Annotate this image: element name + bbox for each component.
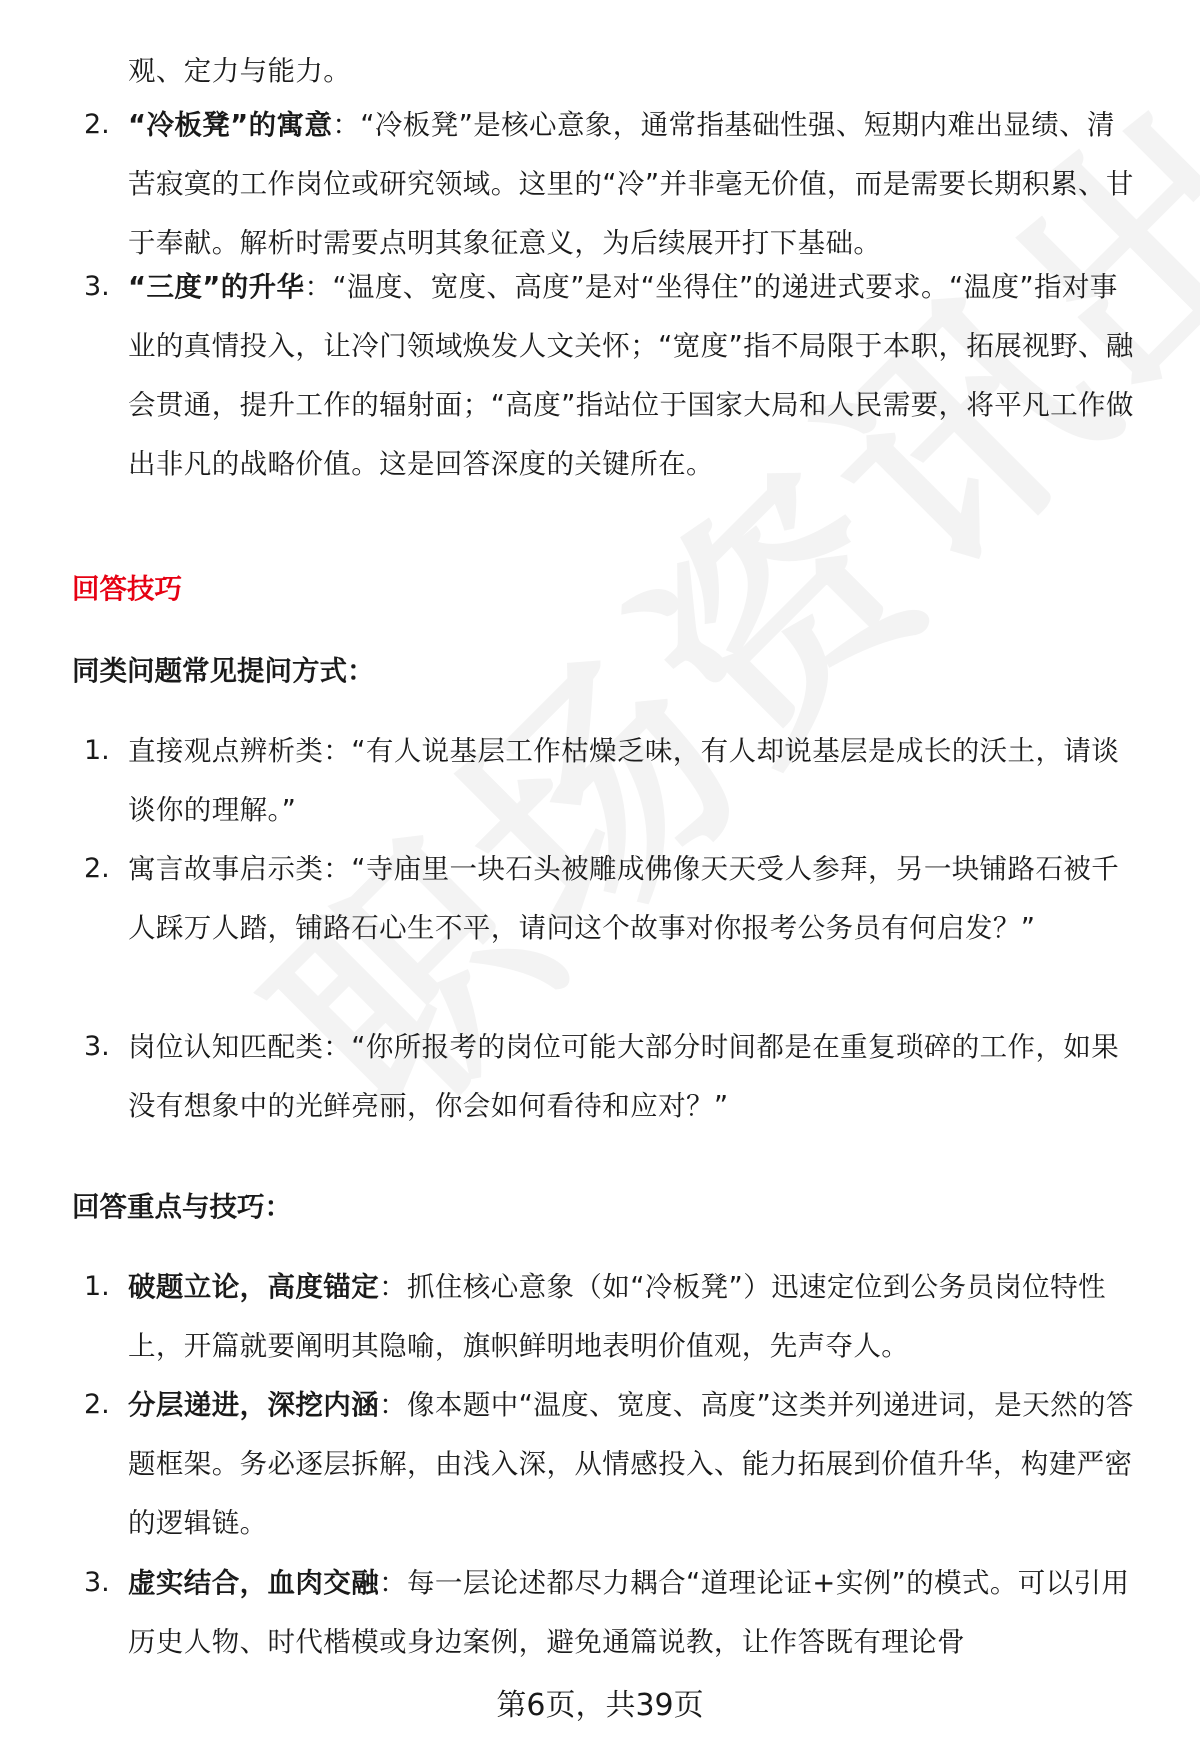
list-item-title: 虚实结合，血肉交融 bbox=[128, 1567, 380, 1599]
list-item-text bbox=[128, 96, 1140, 273]
list-number: 3. bbox=[84, 271, 110, 302]
list-item-text bbox=[128, 1258, 1140, 1376]
separator: ： bbox=[379, 1389, 408, 1421]
separator: ： bbox=[379, 1567, 408, 1599]
separator: ： bbox=[379, 1271, 408, 1303]
list-number: 3. bbox=[84, 1031, 110, 1062]
subheading-key-points: 回答重点与技巧： bbox=[72, 1191, 292, 1223]
list-number: 3. bbox=[84, 1567, 110, 1598]
list-item-body: 抓住核心意象（如“冷板凳”）迅速定位到公务员岗位特性上，开篇就要阐明其隐喻，旗帜鲜明地表明价值观，先声夺人。 bbox=[128, 1271, 1106, 1362]
list-item-title: “冷板凳”的寓意 bbox=[128, 109, 333, 141]
subheading-similar-questions: 同类问题常见提问方式： bbox=[72, 655, 375, 687]
separator: ： bbox=[304, 271, 333, 303]
list-item-text bbox=[128, 258, 1140, 494]
list-item-title: “三度”的升华 bbox=[128, 271, 305, 303]
list-item-title: 分层递进，深挖内涵 bbox=[128, 1389, 380, 1421]
list-item-body: 每一层论述都尽力耦合“道理论证+实例”的模式。可以引用历史人物、时代楷模或身边案例，避免通篇说教，让作答既有理论骨 bbox=[128, 1567, 1130, 1658]
list-item-text: 直接观点辨析类：“有人说基层工作枯燥乏味，有人却说基层是成长的沃土，请谈谈你的理解。” bbox=[128, 735, 1120, 826]
list-number: 1. bbox=[84, 1271, 110, 1302]
list-item-title: 破题立论，高度锚定 bbox=[128, 1271, 380, 1303]
list-item-text: 寓言故事启示类：“寺庙里一块石头被雕成佛像天天受人参拜，另一块铺路石被千人踩万人踏，铺路石心生不平，请问这个故事对你报考公务员有何启发？” bbox=[128, 853, 1120, 944]
list-item-body: 像本题中“温度、宽度、高度”这类并列递进词，是天然的答题框架。务必逐层拆解，由浅入深，从情感投入、能力拓展到价值升华，构建严密的逻辑链。 bbox=[128, 1389, 1134, 1539]
list-number: 1. bbox=[84, 735, 110, 766]
list-number: 2. bbox=[84, 1389, 110, 1420]
list-item-text: 岗位认知匹配类：“你所报考的岗位可能大部分时间都是在重复琐碎的工作，如果没有想象中的光鲜亮丽，你会如何看待和应对？” bbox=[128, 1031, 1120, 1122]
page-number: 第6页，共39页 bbox=[496, 1688, 704, 1723]
list-number: 2. bbox=[84, 109, 110, 140]
list-item-text bbox=[128, 1554, 1140, 1672]
list-item-body: “温度、宽度、高度”是对“坐得住”的递进式要求。“温度”指对事业的真情投入，让冷门领域焕发人文关怀；“宽度”指不局限于本职，拓展视野、融会贯通，提升工作的辐射面；“高度”指站位于国家大局和人民需要，将平凡工作做出非凡的战略价值。这是回答深度的关键所在。 bbox=[128, 271, 1134, 480]
list-item-text bbox=[128, 1376, 1140, 1553]
list-number: 2. bbox=[84, 853, 110, 884]
continued-text: 观、定力与能力。 bbox=[128, 55, 352, 87]
section-heading-tips: 回答技巧 bbox=[72, 573, 182, 605]
separator: ： bbox=[332, 109, 361, 141]
list-item-body: “冷板凳”是核心意象，通常指基础性强、短期内难出显绩、清苦寂寞的工作岗位或研究领域。这里的“冷”并非毫无价值，而是需要长期积累、甘于奉献。解析时需要点明其象征意义，为后续展开打下基础。 bbox=[128, 109, 1134, 259]
